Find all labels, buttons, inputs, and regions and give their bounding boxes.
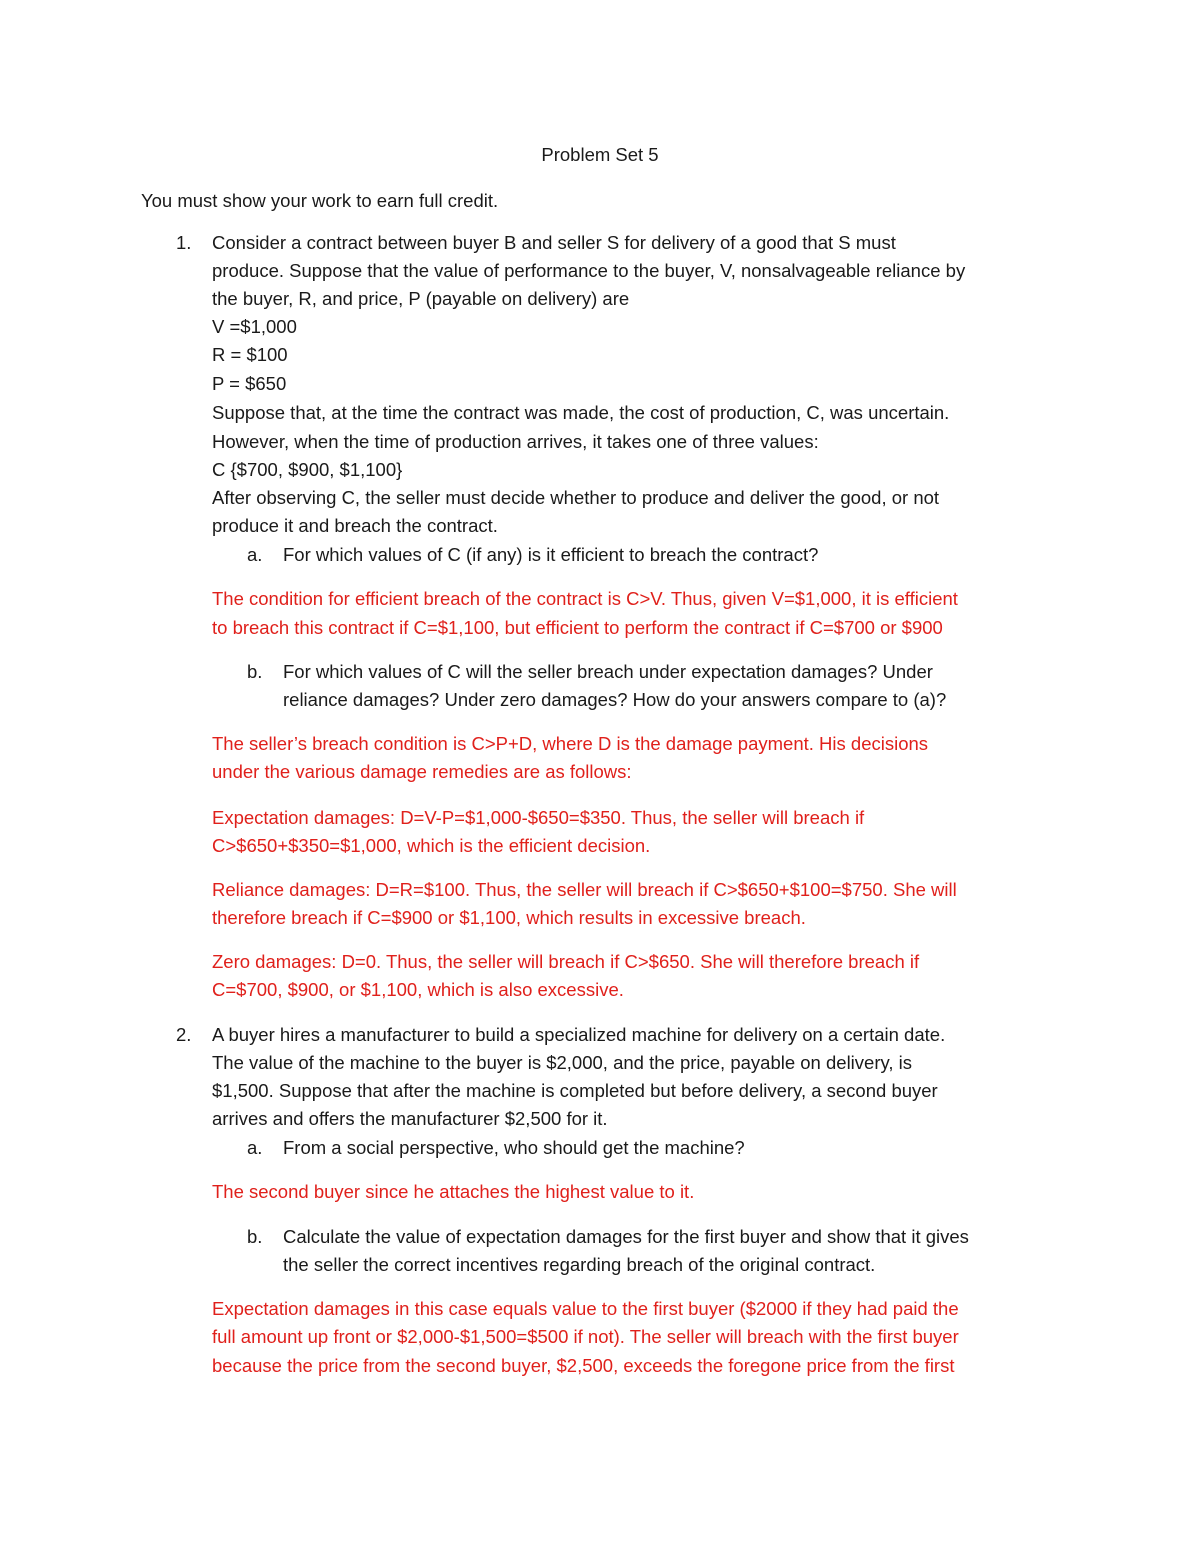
q1b-reliance: Reliance damages: D=R=$100. Thus, the seller will breach if C>$650+$100=$750. She will (212, 879, 957, 900)
q1-line: Consider a contract between buyer B and seller S for delivery of a good that S must (212, 232, 896, 253)
q1b-marker: b. (247, 661, 263, 682)
q1-line: After observing C, the seller must decide whether to produce and deliver the good, or not (212, 487, 940, 508)
q1b-expectation: Expectation damages: D=V-P=$1,000-$650=$350. Thus, the seller will breach if (212, 807, 865, 828)
q2-number: 2. (176, 1024, 192, 1045)
q2-line: The value of the machine to the buyer is $2,000, and the price, payable on delivery, is (212, 1052, 913, 1073)
q1-number: 1. (176, 232, 192, 253)
q1b-reliance: therefore breach if C=$900 or $1,100, which results in excessive breach. (212, 907, 806, 928)
q2b-question: Calculate the value of expectation damages for the first buyer and show that it gives (283, 1226, 969, 1247)
q1b-answer-intro: The seller’s breach condition is C>P+D, where D is the damage payment. His decisions (212, 733, 929, 754)
q2-line: arrives and offers the manufacturer $2,500 for it. (212, 1108, 608, 1129)
q1b-question: For which values of C will the seller breach under expectation damages? Under (283, 661, 933, 682)
q1a-question: For which values of C (if any) is it efficient to breach the contract? (283, 544, 819, 565)
q2a-marker: a. (247, 1137, 263, 1158)
q2-line: $1,500. Suppose that after the machine is completed but before delivery, a second buyer (212, 1080, 938, 1101)
q1b-question: reliance damages? Under zero damages? How do your answers compare to (a)? (283, 689, 947, 710)
intro-text: You must show your work to earn full credit. (141, 190, 499, 211)
q2b-question: the seller the correct incentives regarding breach of the original contract. (283, 1254, 876, 1275)
q2a-answer: The second buyer since he attaches the highest value to it. (212, 1181, 695, 1202)
q1a-marker: a. (247, 544, 263, 565)
q1-line: C {$700, $900, $1,100} (212, 459, 403, 480)
q1-line: R = $100 (212, 344, 288, 365)
q1b-zero: C=$700, $900, or $1,100, which is also excessive. (212, 979, 624, 1000)
q1-line: produce it and breach the contract. (212, 515, 498, 536)
q2b-marker: b. (247, 1226, 263, 1247)
q2a-question: From a social perspective, who should get the machine? (283, 1137, 745, 1158)
q2b-answer: because the price from the second buyer, $2,500, exceeds the foregone price from the first (212, 1355, 955, 1376)
q1a-answer: The condition for efficient breach of the contract is C>V. Thus, given V=$1,000, it is efficient (212, 588, 958, 609)
q1-line: produce. Suppose that the value of performance to the buyer, V, nonsalvageable reliance by (212, 260, 966, 281)
q2b-answer: full amount up front or $2,000-$1,500=$500 if not). The seller will breach with the first buyer (212, 1326, 959, 1347)
q1-line: Suppose that, at the time the contract was made, the cost of production, C, was uncertain. (212, 402, 950, 423)
q1b-answer-intro: under the various damage remedies are as follows: (212, 761, 632, 782)
q1-line: P = $650 (212, 373, 287, 394)
q1-line: V =$1,000 (212, 316, 297, 337)
q1-line: However, when the time of production arrives, it takes one of three values: (212, 431, 819, 452)
page-title: Problem Set 5 (541, 144, 659, 165)
q2b-answer: Expectation damages in this case equals value to the first buyer ($2000 if they had paid the (212, 1298, 959, 1319)
q2-line: A buyer hires a manufacturer to build a specialized machine for delivery on a certain date. (212, 1024, 946, 1045)
q1b-expectation: C>$650+$350=$1,000, which is the efficient decision. (212, 835, 651, 856)
q1b-zero: Zero damages: D=0. Thus, the seller will breach if C>$650. She will therefore breach if (212, 951, 920, 972)
q1a-answer: to breach this contract if C=$1,100, but efficient to perform the contract if C=$700 or $900 (212, 617, 943, 638)
q1-line: the buyer, R, and price, P (payable on delivery) are (212, 288, 630, 309)
